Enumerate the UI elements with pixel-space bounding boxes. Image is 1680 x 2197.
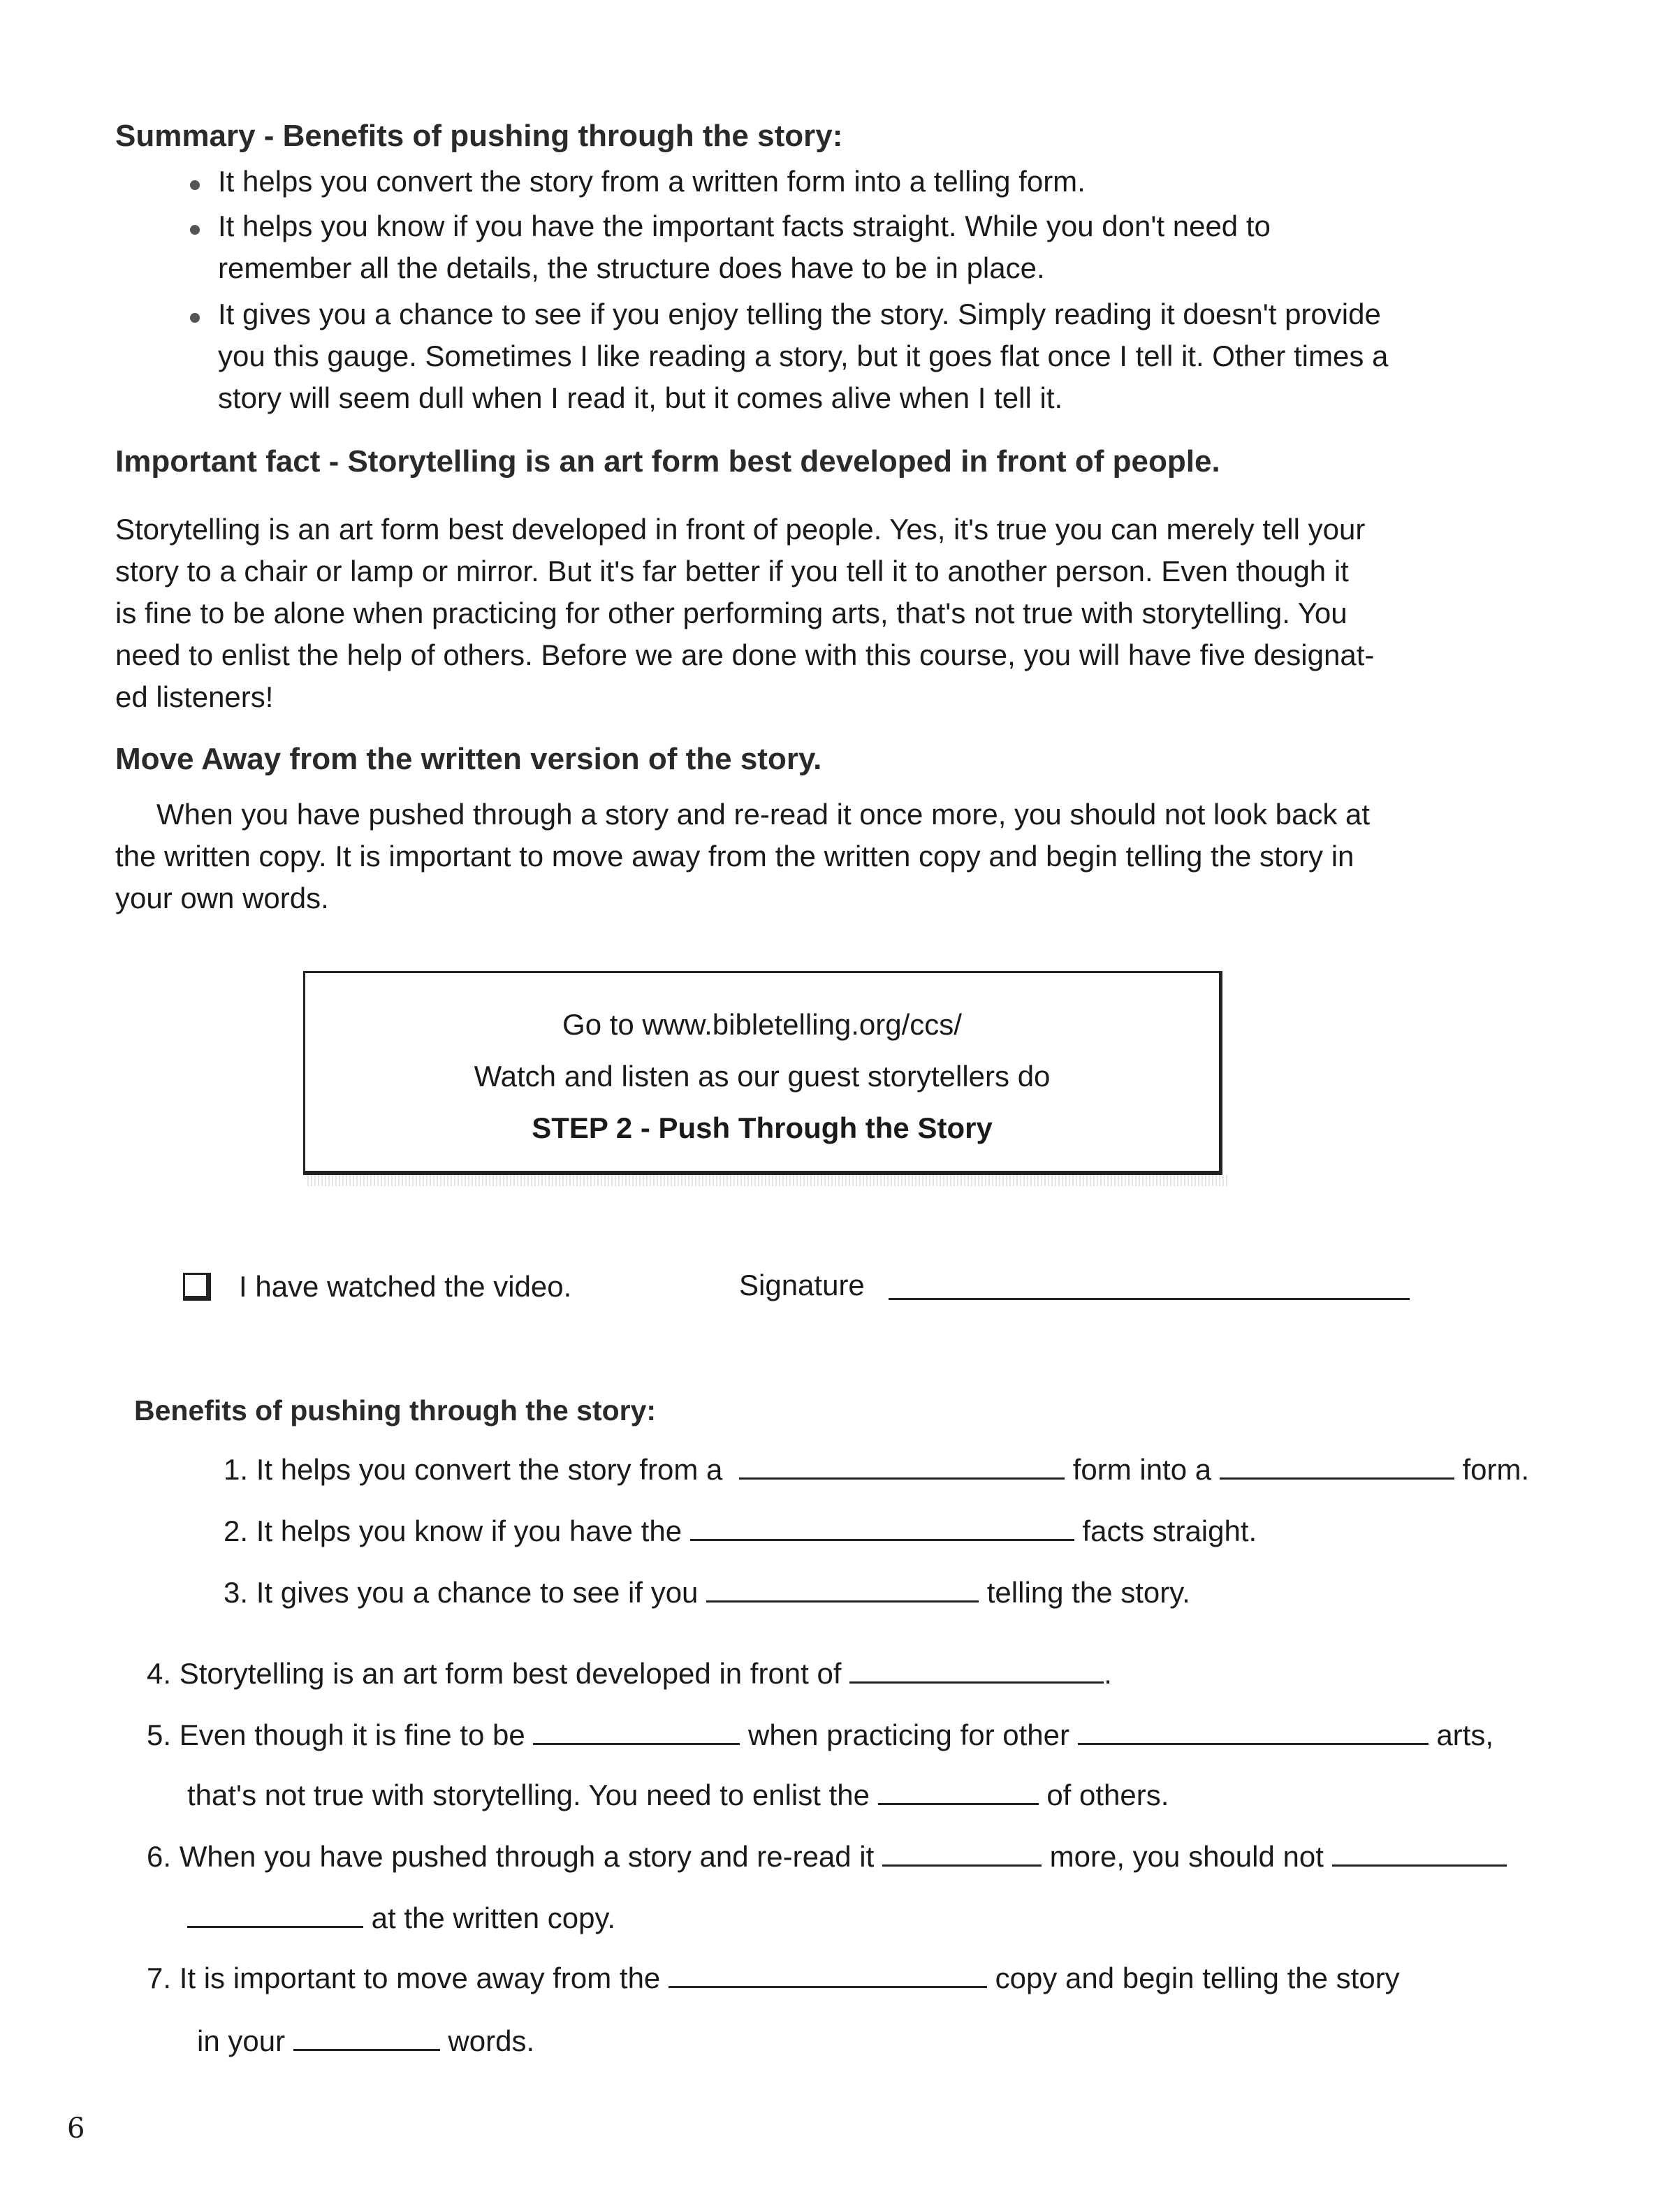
- question-number: 4.: [147, 1657, 172, 1690]
- answer-blank[interactable]: [878, 1779, 1039, 1805]
- answer-blank[interactable]: [187, 1902, 363, 1928]
- callout-instruction: Watch and listen as our guest storytellers do: [474, 1060, 1051, 1093]
- summary-bullet-3-line-2: you this gauge. Sometimes I like reading a story, but it goes flat once I tell it. Other times a: [218, 340, 1389, 372]
- move-away-heading: Move Away from the written version of the story.: [115, 742, 822, 776]
- watched-video-checkbox[interactable]: [183, 1273, 211, 1301]
- question-7-continued: in your words.: [197, 2024, 535, 2057]
- answer-blank[interactable]: [1332, 1841, 1507, 1867]
- summary-bullet-3-line-3: story will seem dull when I read it, but it comes alive when I tell it.: [218, 381, 1063, 414]
- answer-blank[interactable]: [1078, 1719, 1429, 1745]
- bullet-icon: [190, 225, 200, 235]
- answer-blank[interactable]: [1220, 1454, 1454, 1480]
- signature-label: Signature: [739, 1269, 865, 1301]
- summary-bullet-3-line-1: It gives you a chance to see if you enjoy telling the story. Simply reading it doesn't provide: [218, 298, 1381, 330]
- question-4: 4. Storytelling is an art form best developed in front of .: [147, 1657, 1112, 1690]
- summary-bullet-1: It helps you convert the story from a written form into a telling form.: [218, 165, 1086, 198]
- question-number: 1.: [224, 1453, 249, 1486]
- question-6: 6. When you have pushed through a story and re-read it more, you should not: [147, 1836, 1507, 1878]
- answer-blank[interactable]: [849, 1658, 1104, 1684]
- answer-blank[interactable]: [293, 2025, 440, 2051]
- video-callout-box: [303, 971, 1222, 1175]
- question-6-continued: at the written copy.: [187, 1897, 615, 1939]
- checkbox-label: I have watched the video.: [239, 1270, 572, 1303]
- important-fact-line-5: ed listeners!: [115, 680, 274, 713]
- answer-blank[interactable]: [739, 1454, 1065, 1480]
- important-fact-line-1: Storytelling is an art form best developed in front of people. Yes, it's true you can merely tell your: [115, 513, 1366, 546]
- answer-blank[interactable]: [706, 1577, 979, 1603]
- callout-url-line[interactable]: Go to www.bibletelling.org/ccs/: [562, 1008, 962, 1041]
- move-away-line-1: When you have pushed through a story and re-read it once more, you should not look back at: [156, 798, 1371, 831]
- question-number: 5.: [147, 1718, 172, 1751]
- callout-shadow: [307, 1175, 1229, 1186]
- callout-step-title: STEP 2 - Push Through the Story: [532, 1111, 993, 1144]
- question-5: 5. Even though it is fine to be when practicing for other arts,: [147, 1718, 1493, 1751]
- question-5-continued: that's not true with storytelling. You need to enlist the of others.: [187, 1779, 1169, 1811]
- summary-heading: Summary - Benefits of pushing through the story:: [115, 119, 843, 153]
- important-fact-line-4: need to enlist the help of others. Before we are done with this course, you will have five designat-: [115, 638, 1375, 671]
- move-away-line-2: the written copy. It is important to move away from the written copy and begin telling the story in: [115, 840, 1354, 873]
- signature-field[interactable]: [889, 1298, 1410, 1300]
- question-number: 7.: [147, 1962, 172, 1994]
- important-fact-heading: Important fact - Storytelling is an art form best developed in front of people.: [115, 444, 1220, 479]
- answer-blank[interactable]: [690, 1515, 1074, 1541]
- answer-blank[interactable]: [533, 1719, 740, 1745]
- question-3: 3. It gives you a chance to see if you telling the story.: [224, 1576, 1190, 1609]
- page-number: 6: [67, 2112, 85, 2145]
- question-2: 2. It helps you know if you have the facts straight.: [224, 1514, 1257, 1547]
- question-number: 6.: [147, 1840, 172, 1873]
- summary-bullet-2-line-2: remember all the details, the structure does have to be in place.: [218, 251, 1045, 284]
- worksheet-heading: Benefits of pushing through the story:: [134, 1394, 657, 1426]
- important-fact-line-2: story to a chair or lamp or mirror. But it's far better if you tell it to another person. Even though it: [115, 555, 1349, 587]
- move-away-line-3: your own words.: [115, 882, 329, 914]
- question-number: 2.: [224, 1514, 249, 1547]
- bullet-icon: [190, 180, 200, 190]
- answer-blank[interactable]: [882, 1841, 1042, 1867]
- summary-bullet-2-line-1: It helps you know if you have the important facts straight. While you don't need to: [218, 210, 1271, 242]
- question-1: 1. It helps you convert the story from a form into a form.: [224, 1453, 1530, 1486]
- question-number: 3.: [224, 1576, 249, 1609]
- important-fact-line-3: is fine to be alone when practicing for other performing arts, that's not true with storytelling. You: [115, 597, 1347, 629]
- bullet-icon: [190, 313, 200, 323]
- answer-blank[interactable]: [669, 1962, 987, 1988]
- question-7: 7. It is important to move away from the copy and begin telling the story: [147, 1962, 1400, 1994]
